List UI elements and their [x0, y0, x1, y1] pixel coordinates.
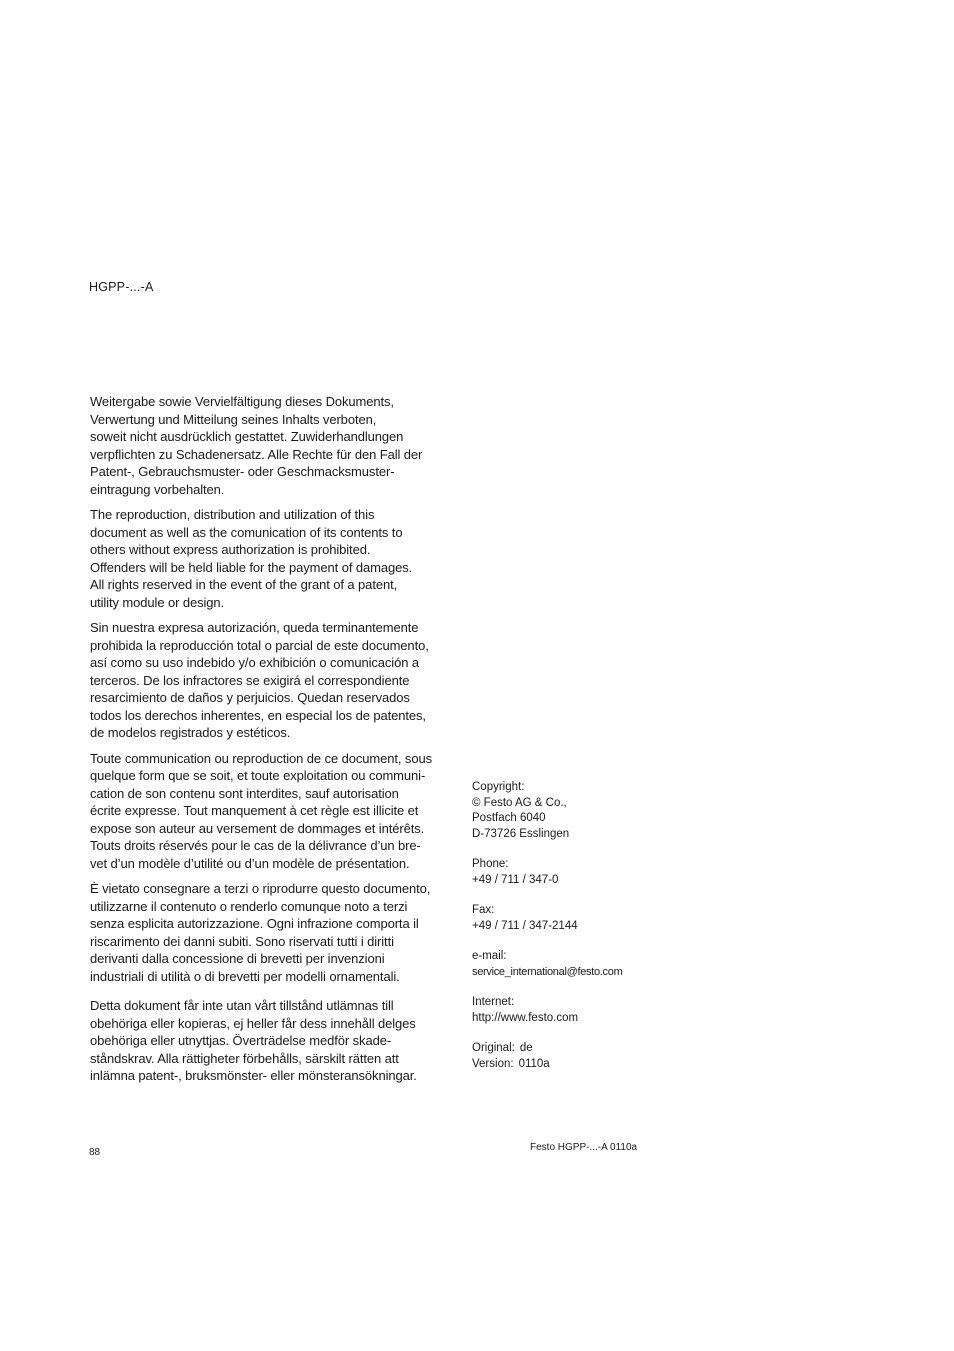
legal-notice-de: Weitergabe sowie Vervielfältigung dieses Dokuments, Verwertung und Mitteilung seines Inhalts verboten, soweit nicht ausdrücklich gestattet. Zuwiderhandlungen verpflichten zu Schadenersatz. Alle Rechte für den Fall der Patent-, Gebrauchsmuster- oder Geschmacksmuster- eintragung vorbehalten. — [90, 394, 423, 497]
fax-label: Fax: — [472, 904, 495, 916]
legal-notice-fr: Toute communication ou reproduction de ce document, sous quelque form que se soit, et toute exploitation ou communi- cation de son contenu sont interdites, sauf autorisation écrite expresse. Tout manquement à cet règle est illicite et expose son auteur au versement de dommages et intérêts. Touts droits réservés pour le cas de la délivrance d’un bre- vet d’un modèle d’utilité ou d’un modèle de présentation. — [90, 750, 432, 871]
copyright-holder: © Festo AG & Co., — [472, 796, 567, 809]
phone-label: Phone: — [472, 858, 509, 870]
internet-value: http://www.festo.com — [472, 1011, 579, 1024]
original-value: de — [519, 1042, 533, 1054]
original-row — [472, 1041, 672, 1057]
address-line-1: Postfach 6040 — [472, 812, 546, 824]
contact-info — [472, 780, 672, 1087]
email-block — [472, 949, 672, 980]
phone-value: +49 / 711 / 347-0 — [472, 873, 559, 886]
version-block — [472, 1041, 672, 1072]
copyright-label: Copyright: — [472, 781, 525, 793]
fax-value: +49 / 711 / 347-2144 — [472, 919, 578, 932]
copyright-block — [472, 780, 672, 842]
page-number: 88 — [89, 1147, 101, 1158]
product-code: HGPP-...-A — [89, 280, 154, 294]
email-label: e-mail: — [472, 950, 507, 962]
legal-notice-es: Sin nuestra expresa autorización, queda terminantemente prohibida la reproducción total o parcial de este documento, así como su uso indebido y/o exhibición o comunicación a terceros. De los infractores se exigirá el correspondiente resarcimiento de daños y perjuicios. Quedan reservados todos los derechos inherentes, en especial los de patentes, de modelos registrados y estéticos. — [90, 620, 429, 740]
email-value: service_international@festo.com — [472, 965, 623, 978]
version-label: Version: — [472, 1057, 514, 1070]
legal-notice-en: The reproduction, distribution and utilization of this document as well as the comunication of its contents to others without express authorization is prohibited. Offenders will be held liable for the payment of damages. All rights reserved in the event of the grant of a patent, utility module or design. — [90, 507, 413, 610]
fax-block — [472, 903, 672, 934]
legal-notice-sv: Detta dokument får inte utan vårt tillstånd utlämnas till obehöriga eller kopieras, ej heller får dess innehåll delges obehöriga eller utnyttjas. Överträdelse medför skade- ståndskrav. Alla rättigheter förbehålls, särskilt rätten att inlämna patent-, bruksmönster- eller mönsteransökningar. — [90, 998, 417, 1083]
legal-notice-it: È vietato consegnare a terzi o riprodurre questo documento, utilizzarne il contenuto o renderlo comunque noto a terzi senza esplicita autorizzazione. Ogni infrazione comporta il riscarimento dei danni subiti. Sono riservati tutti i diritti derivanti dalla concessione di brevetti per invenzioni industriali di utilità o di brevetti per modelli ornamentali. — [90, 881, 431, 984]
phone-block — [472, 857, 672, 888]
footer-doc-reference: Festo HGPP-...-A 0110a — [530, 1142, 638, 1153]
version-row — [472, 1057, 672, 1073]
original-label: Original: — [472, 1042, 515, 1054]
address-line-2: D-73726 Esslingen — [472, 827, 570, 840]
internet-label: Internet: — [472, 996, 515, 1008]
version-value: 0110a — [518, 1057, 550, 1070]
legal-notice-section — [90, 393, 452, 1093]
internet-block — [472, 995, 672, 1026]
